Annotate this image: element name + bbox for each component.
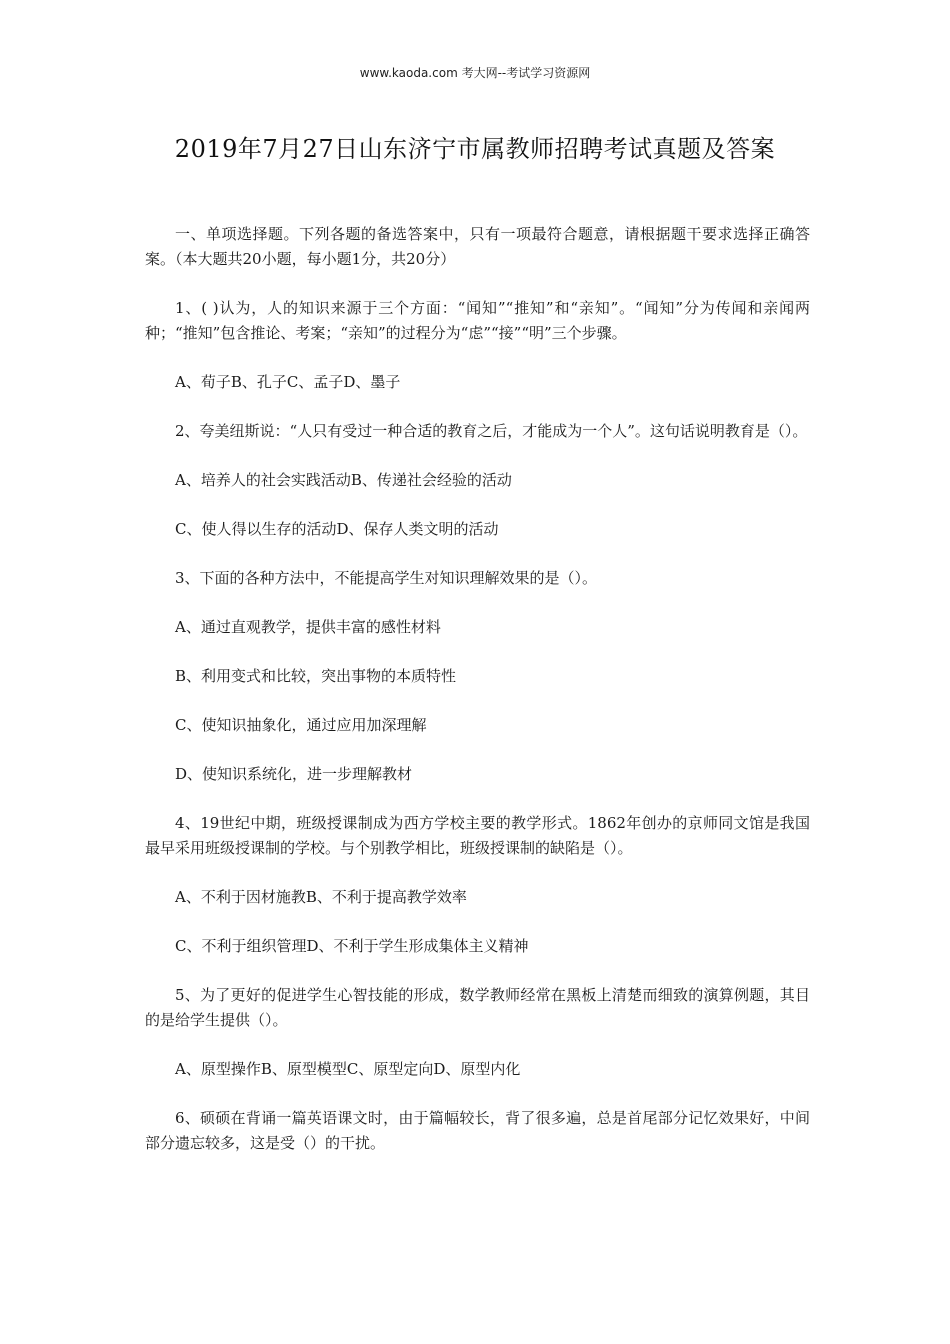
- question-4-options-ab: A、不利于因材施教B、不利于提高教学效率: [175, 888, 467, 906]
- question-1-options: A、荀子B、孔子C、孟子D、墨子: [175, 373, 401, 391]
- question-3-option-c: C、使知识抽象化，通过应用加深理解: [175, 716, 427, 734]
- question-3-option-b: B、利用变式和比较，突出事物的本质特性: [175, 667, 457, 685]
- question-4-options-cd: C、不利于组织管理D、不利于学生形成集体主义精神: [175, 937, 529, 955]
- question-1: 1、( )认为，人的知识来源于三个方面：“闻知”“推知”和“亲知”。“闻知”分为传闻和亲闻两种；“推知”包含推论、考案；“亲知”的过程分为“虑”“接”“明”三个步骤。: [145, 299, 810, 342]
- question-3-option-d: D、使知识系统化，进一步理解教材: [175, 765, 413, 783]
- question-2-options-cd: C、使人得以生存的活动D、保存人类文明的活动: [175, 520, 499, 538]
- question-3-option-a: A、通过直观教学，提供丰富的感性材料: [175, 618, 441, 636]
- page-header: [0, 64, 950, 81]
- document-title: 2019年7月27日山东济宁市属教师招聘考试真题及答案: [174, 135, 776, 163]
- question-5-options: A、原型操作B、原型模型C、原型定向D、原型内化: [175, 1060, 521, 1078]
- question-2-options-ab: A、培养人的社会实践活动B、传递社会经验的活动: [175, 471, 512, 489]
- question-4: 4、19世纪中期，班级授课制成为西方学校主要的教学形式。1862年创办的京师同文馆是我国最早采用班级授课制的学校。与个别教学相比，班级授课制的缺陷是（）。: [145, 814, 810, 857]
- question-3: 3、下面的各种方法中，不能提高学生对知识理解效果的是（）。: [175, 569, 598, 587]
- section-instructions: 一、单项选择题。下列各题的备选答案中，只有一项最符合题意，请根据题干要求选择正确答案。（本大题共20小题，每小题1分，共20分）: [145, 225, 810, 268]
- question-5: 5、为了更好的促进学生心智技能的形成，数学教师经常在黑板上清楚而细致的演算例题，其目的是给学生提供（）。: [145, 986, 810, 1029]
- header-site-text: www.kaoda.com 考大网--考试学习资源网: [359, 66, 591, 80]
- document-body: [145, 222, 810, 1180]
- question-6: 6、硕硕在背诵一篇英语课文时，由于篇幅较长，背了很多遍，总是首尾部分记忆效果好，中间部分遗忘较多，这是受（）的干扰。: [145, 1109, 810, 1152]
- question-2: 2、夸美纽斯说：“人只有受过一种合适的教育之后，才能成为一个人”。这句话说明教育是（）。: [175, 422, 808, 440]
